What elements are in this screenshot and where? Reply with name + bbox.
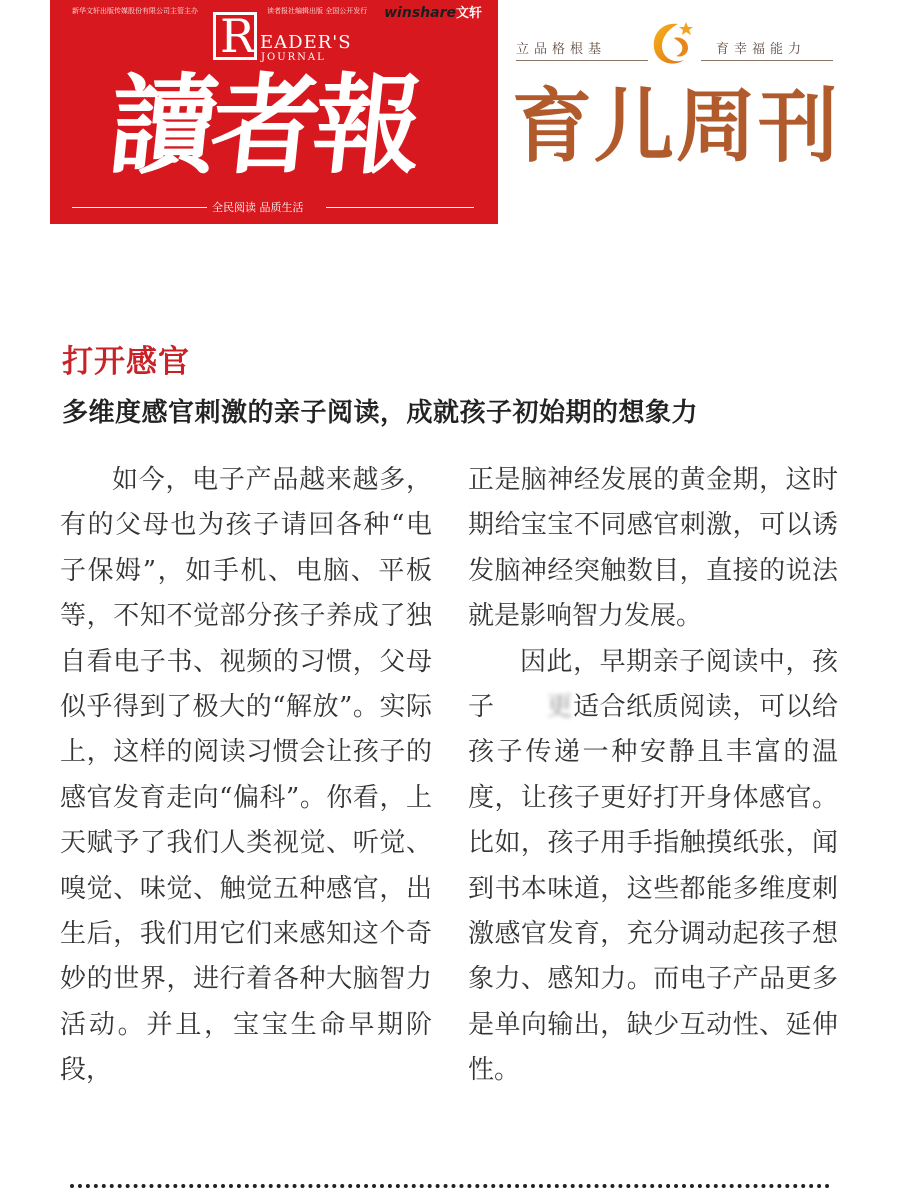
slogan-rule-right — [326, 207, 474, 208]
blurred-character: 更 — [546, 692, 573, 723]
article-column-right — [468, 458, 838, 1094]
paragraph-text: 适合纸质阅读，可以给孩子传递一种安静且丰富的温度，让孩子更好打开身体感官。比如，孩子用手指触摸纸张，闻到书本味道，这些都能多维度刺激感官发育，充分调动起孩子想象力、感知力。而电子产品更多是单向输出，缺少互动性、延伸性。 — [468, 692, 838, 1086]
readers-journal-title: EADER'S — [260, 32, 352, 53]
masthead — [50, 0, 498, 224]
sun-swirl-icon — [648, 18, 698, 70]
motto-rule-left — [516, 60, 648, 61]
newspaper-slogan: 全民阅读 品质生活 — [212, 201, 304, 214]
brand-cn: 文轩 — [455, 6, 482, 21]
newspaper-title: 讀者報 — [103, 63, 423, 189]
article-column-left — [60, 458, 432, 1094]
readers-journal-initial: R — [220, 9, 255, 63]
article-paragraph: 正是脑神经发展的黄金期，这时期给宝宝不同感官刺激，可以诱发脑神经突触数目，直接的说法就是影响智力发展。 — [468, 465, 838, 632]
article-paragraph — [468, 640, 838, 1094]
readers-journal-subtitle: JOURNAL — [261, 52, 326, 63]
article-kicker: 打开感官 — [62, 344, 190, 380]
article-headline: 多维度感官刺激的亲子阅读，成就孩子初始期的想象力 — [62, 398, 699, 428]
winshare-logo — [384, 2, 482, 21]
brand-latin: winshare — [384, 5, 456, 21]
dotted-divider — [70, 1184, 830, 1188]
motto-right: 育幸福能力 — [716, 42, 807, 57]
motto-rule-right — [701, 60, 833, 61]
paragraph-text: 因此，早期亲子阅读中，孩子 — [468, 646, 838, 723]
publisher-line: 新华文轩出版传媒股份有限公司主管主办 — [72, 7, 198, 15]
motto-left: 立品格根基 — [516, 42, 607, 57]
column-title: 育儿周刊 — [512, 80, 840, 173]
article-paragraph: 如今，电子产品越来越多，有的父母也为孩子请回各种“电子保姆”，如手机、电脑、平板等，不知不觉部分孩子养成了独自看电子书、视频的习惯，父母似乎得到了极大的“解放”。实际上，这样的阅读习惯会让孩子的感官发育走向“偏科”。你看，上天赋予了我们人类视觉、听觉、嗅觉、味觉、触觉五种感官，出生后，我们用它们来感知这个奇妙的世界，进行着各种大脑智力活动。并且，宝宝生命早期阶段， — [60, 465, 432, 1086]
edition-line: 读者报社编辑出版 全国公开发行 — [267, 7, 368, 15]
slogan-rule-left — [72, 207, 207, 208]
